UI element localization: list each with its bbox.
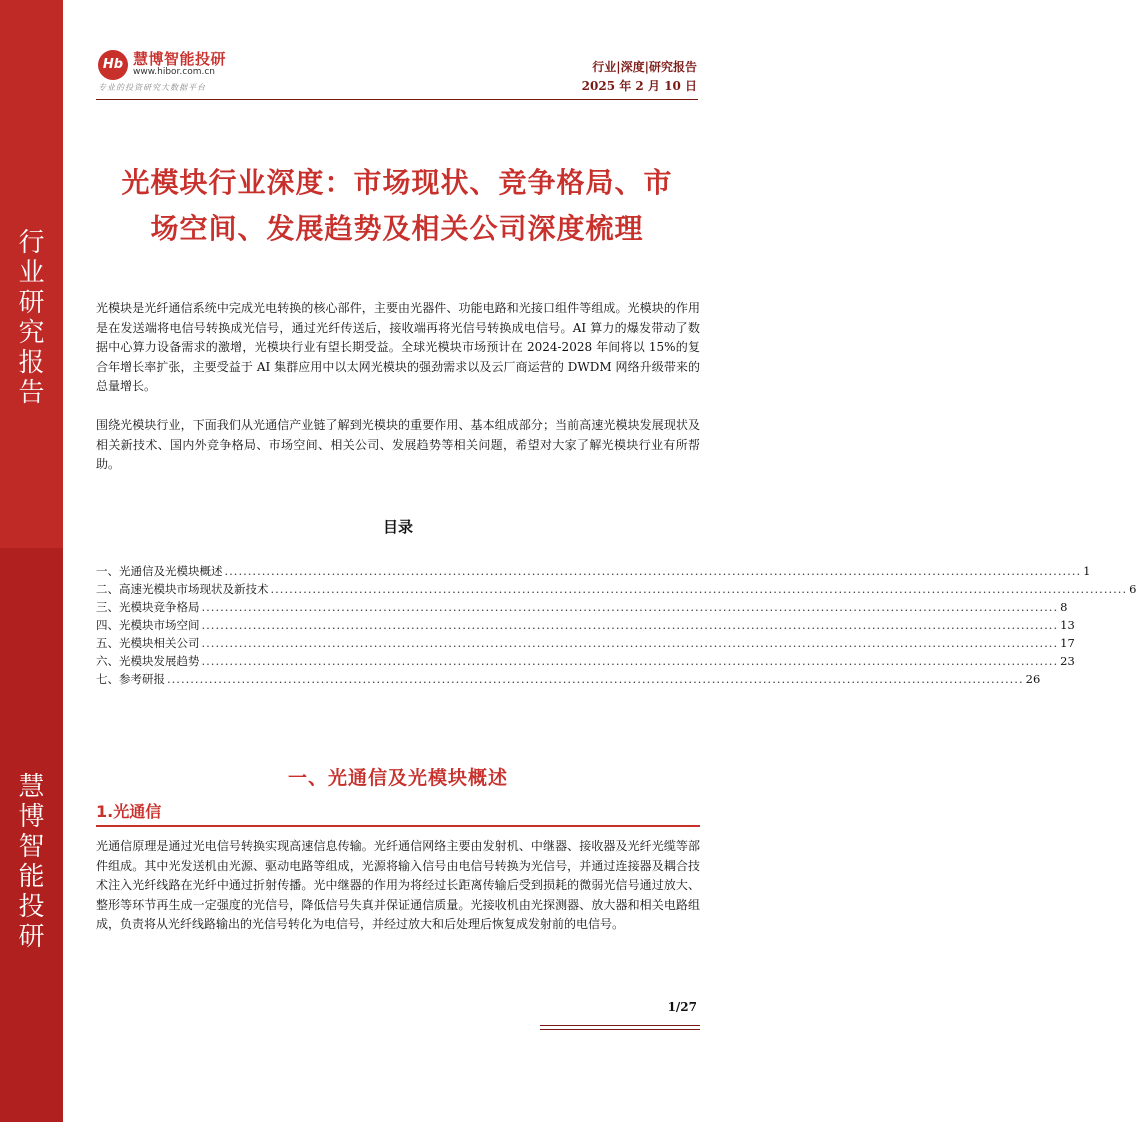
header-divider	[96, 99, 698, 100]
subsection-title: 1.光通信	[96, 802, 162, 821]
intro-paragraph-1: 光模块是光纤通信系统中完成光电转换的核心部件，主要由光器件、功能电路和光接口组件等组成。光模块的作用是在发送端将电信号转换成光信号，通过光纤传送后，接收端再将光信号转换成电信号。AI 算力的爆发带动了数据中心算力设备需求的激增，光模块行业有望长期受益。全球光模块市场预计在 2024-2028 年间将以 15%的复合年增长率扩张，主要受益于 AI 集群应用中以太网光模块的强劲需求以及云厂商运营的 DWDM 网络升级带来的总量增长。	[96, 301, 700, 393]
footer-rule	[540, 1029, 700, 1030]
toc-item[interactable]: 四、光模块市场空间 ........................................................................................................................................................................................ 13	[96, 618, 1075, 632]
subsection-divider	[96, 825, 700, 827]
logo-url: www.hibor.com.cn	[133, 67, 216, 77]
toc-item[interactable]: 三、光模块竞争格局 ........................................................................................................................................................................................ 8	[96, 600, 1068, 614]
section-body: 光通信原理是通过光电信号转换实现高速信息传输。光纤通信网络主要由发射机、中继器、接收器及光纤光缆等部件组成。其中光发送机由光源、驱动电路等组成，光源将输入信号由电信号转换为光信号，并通过连接器及耦合技术注入光纤线路在光纤中通过折射传播。光中继器的作用为将经过长距离传输后受到损耗的微弱光信号通过放大、整形等环节再生成一定强度的光信号，降低信号失真并保证通信质量。光接收机由光探测器、放大器和相关电路组成，负责将从光纤线路输出的光信号转化为电信号，并经过放大和后处理后恢复成发射前的电信号。	[96, 839, 700, 931]
page-number: 1/27	[667, 1000, 697, 1014]
toc-item[interactable]: 一、光通信及光模块概述 ........................................................................................................................................................................................ 1	[96, 564, 1091, 578]
brand-logo[interactable]	[98, 48, 278, 94]
sidebar-bottom-label: 慧 博 智 能 投 研	[18, 772, 45, 952]
logo-mark-icon: Hb	[98, 50, 128, 80]
section-title: 一、光通信及光模块概述	[287, 767, 508, 789]
intro-paragraph-2: 围绕光模块行业，下面我们从光通信产业链了解到光模块的重要作用、基本组成部分；当前高速光模块发展现状及相关新技术、国内外竞争格局、市场空间、相关公司、发展趋势等相关问题，希望对大家了解光模块行业有所帮助。	[96, 418, 700, 471]
report-date: 2025 年 2 月 10 日	[581, 79, 697, 93]
toc-heading: 目录	[382, 518, 413, 536]
report-category: 行业|深度|研究报告	[592, 60, 697, 74]
sidebar-top-label: 行 业 研 究 报 告	[18, 228, 45, 408]
header-info	[582, 58, 697, 96]
toc-item[interactable]: 五、光模块相关公司 ........................................................................................................................................................................................ 17	[96, 636, 1075, 650]
toc-item[interactable]: 二、高速光模块市场现状及新技术 ........................................................................................................................................................................................ 6	[96, 582, 1136, 596]
toc-item[interactable]: 七、参考研报 ........................................................................................................................................................................................ 26	[96, 672, 1041, 686]
footer-rule	[540, 1025, 700, 1026]
page-title: 光模块行业深度：市场现状、竞争格局、市 场空间、发展趋势及相关公司深度梳理	[121, 166, 673, 245]
logo-name: 慧博智能投研	[133, 50, 227, 68]
toc-item[interactable]: 六、光模块发展趋势 ........................................................................................................................................................................................ 23	[96, 654, 1075, 668]
logo-tagline: 专业的投资研究大数据平台	[98, 83, 206, 92]
table-of-contents	[96, 562, 1136, 688]
